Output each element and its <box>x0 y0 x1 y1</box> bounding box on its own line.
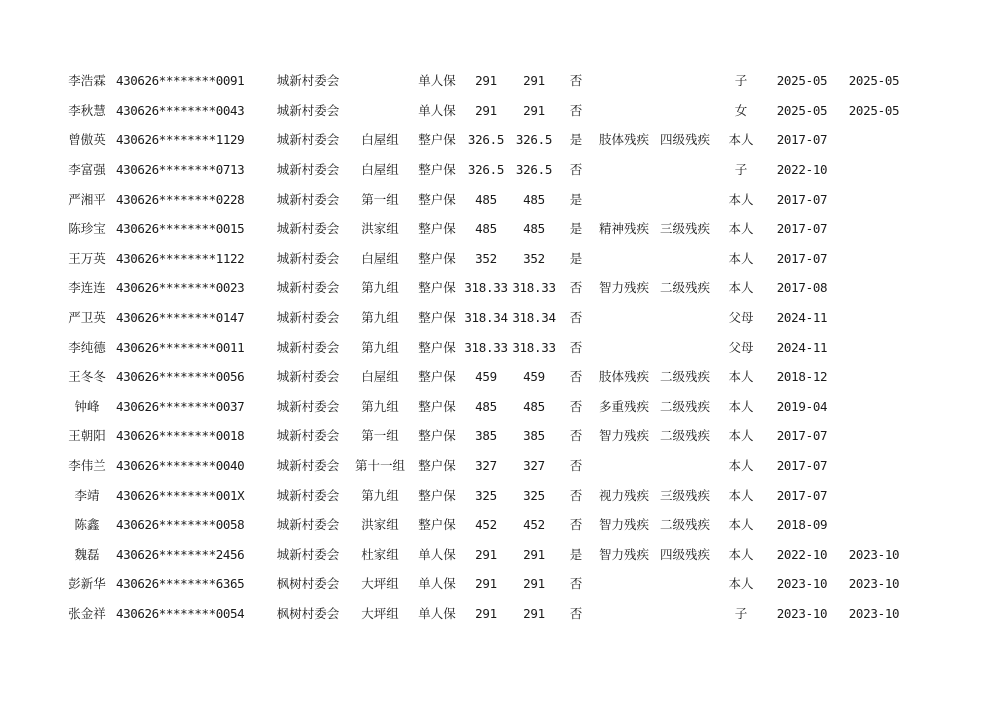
amount-cell: 318.34 <box>464 310 508 326</box>
table-row <box>58 599 910 629</box>
disability-level-cell <box>654 599 716 629</box>
id-number-cell: 430626********001X <box>116 487 245 503</box>
end-date-cell: 2023-10 <box>848 546 900 562</box>
id-number-cell: 430626********0054 <box>116 605 245 621</box>
village-committee-cell: 枫树村委会 <box>276 605 340 621</box>
disability-type-cell: 肢体残疾 <box>598 132 649 148</box>
relation-cell: 本人 <box>728 458 754 474</box>
person-name-cell: 王朝阳 <box>68 428 106 444</box>
flag-yes-no-cell: 否 <box>569 487 583 503</box>
roster-table <box>58 66 910 628</box>
village-committee-cell: 城新村委会 <box>276 280 340 296</box>
flag-yes-no-cell: 是 <box>569 546 583 562</box>
disability-level-cell: 二级残疾 <box>659 428 710 444</box>
assistance-type-cell: 整户保 <box>418 517 456 533</box>
start-date-cell: 2025-05 <box>776 102 828 118</box>
amount-total-cell: 452 <box>523 517 545 533</box>
end-date-cell <box>838 184 910 214</box>
flag-yes-no-cell: 否 <box>569 517 583 533</box>
flag-yes-no-cell: 是 <box>569 191 583 207</box>
village-committee-cell: 城新村委会 <box>276 162 340 178</box>
village-group-cell: 洪家组 <box>361 517 399 533</box>
table-row <box>58 273 910 303</box>
flag-yes-no-cell: 否 <box>569 369 583 385</box>
amount-cell: 326.5 <box>467 162 505 178</box>
start-date-cell: 2017-07 <box>776 132 828 148</box>
flag-yes-no-cell: 否 <box>569 310 583 326</box>
start-date-cell: 2025-05 <box>776 73 828 89</box>
start-date-cell: 2024-11 <box>776 339 828 355</box>
disability-type-cell: 多重残疾 <box>598 398 649 414</box>
end-date-cell <box>838 510 910 540</box>
amount-total-cell: 352 <box>523 250 545 266</box>
flag-yes-no-cell: 否 <box>569 576 583 592</box>
disability-level-cell: 二级残疾 <box>659 398 710 414</box>
village-group-cell: 杜家组 <box>361 546 399 562</box>
flag-yes-no-cell: 否 <box>569 280 583 296</box>
amount-total-cell: 326.5 <box>515 132 553 148</box>
person-name-cell: 曾傲英 <box>68 132 106 148</box>
table-row <box>58 214 910 244</box>
amount-cell: 485 <box>475 398 497 414</box>
disability-level-cell: 二级残疾 <box>659 517 710 533</box>
relation-cell: 女 <box>734 102 748 118</box>
relation-cell: 本人 <box>728 546 754 562</box>
village-group-cell: 第九组 <box>361 487 399 503</box>
amount-total-cell: 318.34 <box>512 310 556 326</box>
amount-cell: 352 <box>475 250 497 266</box>
end-date-cell <box>838 451 910 481</box>
relation-cell: 本人 <box>728 576 754 592</box>
id-number-cell: 430626********6365 <box>116 576 245 592</box>
end-date-cell <box>838 480 910 510</box>
village-committee-cell: 城新村委会 <box>276 191 340 207</box>
village-committee-cell: 城新村委会 <box>276 132 340 148</box>
assistance-type-cell: 整户保 <box>418 310 456 326</box>
start-date-cell: 2022-10 <box>776 546 828 562</box>
relation-cell: 本人 <box>728 428 754 444</box>
person-name-cell: 彭新华 <box>68 576 106 592</box>
disability-level-cell: 四级残疾 <box>659 132 710 148</box>
disability-level-cell: 二级残疾 <box>659 369 710 385</box>
assistance-type-cell: 整户保 <box>418 487 456 503</box>
village-committee-cell: 枫树村委会 <box>276 576 340 592</box>
amount-cell: 459 <box>475 369 497 385</box>
id-number-cell: 430626********0023 <box>116 280 245 296</box>
village-group-cell: 第一组 <box>361 191 399 207</box>
assistance-type-cell: 整户保 <box>418 458 456 474</box>
amount-cell: 485 <box>475 221 497 237</box>
amount-cell: 385 <box>475 428 497 444</box>
id-number-cell: 430626********1122 <box>116 250 245 266</box>
flag-yes-no-cell: 否 <box>569 339 583 355</box>
start-date-cell: 2017-07 <box>776 428 828 444</box>
table-row <box>58 244 910 274</box>
start-date-cell: 2024-11 <box>776 310 828 326</box>
disability-level-cell: 三级残疾 <box>659 487 710 503</box>
disability-type-cell <box>594 96 654 126</box>
village-committee-cell: 城新村委会 <box>276 310 340 326</box>
village-group-cell: 第九组 <box>361 280 399 296</box>
roster-body <box>58 66 910 628</box>
relation-cell: 父母 <box>728 310 754 326</box>
table-row <box>58 421 910 451</box>
start-date-cell: 2017-07 <box>776 458 828 474</box>
relation-cell: 本人 <box>728 250 754 266</box>
start-date-cell: 2017-07 <box>776 221 828 237</box>
start-date-cell: 2023-10 <box>776 576 828 592</box>
disability-type-cell: 智力残疾 <box>598 517 649 533</box>
assistance-type-cell: 整户保 <box>418 398 456 414</box>
village-committee-cell: 城新村委会 <box>276 221 340 237</box>
disability-type-cell <box>594 155 654 185</box>
relation-cell: 本人 <box>728 369 754 385</box>
amount-total-cell: 291 <box>523 102 545 118</box>
table-row <box>58 480 910 510</box>
assistance-type-cell: 单人保 <box>418 576 456 592</box>
id-number-cell: 430626********0018 <box>116 428 245 444</box>
person-name-cell: 李靖 <box>74 487 100 503</box>
disability-type-cell <box>594 599 654 629</box>
amount-cell: 318.33 <box>464 339 508 355</box>
assistance-type-cell: 整户保 <box>418 339 456 355</box>
amount-total-cell: 326.5 <box>515 162 553 178</box>
person-name-cell: 李秋慧 <box>68 102 106 118</box>
person-name-cell: 王冬冬 <box>68 369 106 385</box>
disability-type-cell <box>594 244 654 274</box>
relation-cell: 本人 <box>728 280 754 296</box>
amount-total-cell: 325 <box>523 487 545 503</box>
village-group-cell: 第九组 <box>361 339 399 355</box>
amount-total-cell: 385 <box>523 428 545 444</box>
id-number-cell: 430626********1129 <box>116 132 245 148</box>
relation-cell: 子 <box>734 162 748 178</box>
end-date-cell <box>838 332 910 362</box>
village-group-cell: 第九组 <box>361 310 399 326</box>
start-date-cell: 2017-07 <box>776 250 828 266</box>
id-number-cell: 430626********0040 <box>116 458 245 474</box>
table-row <box>58 155 910 185</box>
amount-total-cell: 291 <box>523 546 545 562</box>
person-name-cell: 李浩霖 <box>68 73 106 89</box>
id-number-cell: 430626********0015 <box>116 221 245 237</box>
amount-total-cell: 485 <box>523 191 545 207</box>
id-number-cell: 430626********0056 <box>116 369 245 385</box>
disability-type-cell: 视力残疾 <box>598 487 649 503</box>
relation-cell: 本人 <box>728 221 754 237</box>
disability-type-cell: 智力残疾 <box>598 428 649 444</box>
assistance-type-cell: 单人保 <box>418 546 456 562</box>
village-committee-cell: 城新村委会 <box>276 102 340 118</box>
start-date-cell: 2022-10 <box>776 162 828 178</box>
table-row <box>58 125 910 155</box>
assistance-type-cell: 整户保 <box>418 250 456 266</box>
assistance-type-cell: 单人保 <box>418 605 456 621</box>
id-number-cell: 430626********0043 <box>116 102 245 118</box>
amount-cell: 291 <box>475 73 497 89</box>
end-date-cell <box>838 155 910 185</box>
end-date-cell: 2023-10 <box>848 605 900 621</box>
disability-level-cell <box>654 66 716 96</box>
flag-yes-no-cell: 否 <box>569 428 583 444</box>
start-date-cell: 2017-07 <box>776 191 828 207</box>
disability-level-cell <box>654 155 716 185</box>
village-committee-cell: 城新村委会 <box>276 339 340 355</box>
id-number-cell: 430626********2456 <box>116 546 245 562</box>
village-group-cell: 大坪组 <box>361 576 399 592</box>
flag-yes-no-cell: 否 <box>569 162 583 178</box>
relation-cell: 本人 <box>728 398 754 414</box>
flag-yes-no-cell: 否 <box>569 102 583 118</box>
disability-level-cell <box>654 244 716 274</box>
disability-type-cell <box>594 66 654 96</box>
village-group-cell: 白屋组 <box>361 250 399 266</box>
amount-cell: 325 <box>475 487 497 503</box>
start-date-cell: 2018-12 <box>776 369 828 385</box>
table-row <box>58 332 910 362</box>
amount-total-cell: 327 <box>523 458 545 474</box>
id-number-cell: 430626********0228 <box>116 191 245 207</box>
end-date-cell <box>838 362 910 392</box>
end-date-cell <box>838 125 910 155</box>
person-name-cell: 王万英 <box>68 250 106 266</box>
village-group-cell: 白屋组 <box>361 162 399 178</box>
amount-cell: 326.5 <box>467 132 505 148</box>
id-number-cell: 430626********0011 <box>116 339 245 355</box>
person-name-cell: 严湘平 <box>68 191 106 207</box>
table-row <box>58 569 910 599</box>
assistance-type-cell: 单人保 <box>418 73 456 89</box>
village-group-cell: 洪家组 <box>361 221 399 237</box>
assistance-type-cell: 单人保 <box>418 102 456 118</box>
id-number-cell: 430626********0037 <box>116 398 245 414</box>
amount-cell: 318.33 <box>464 280 508 296</box>
table-row <box>58 510 910 540</box>
person-name-cell: 李伟兰 <box>68 458 106 474</box>
assistance-type-cell: 整户保 <box>418 191 456 207</box>
village-committee-cell: 城新村委会 <box>276 73 340 89</box>
amount-cell: 291 <box>475 576 497 592</box>
amount-total-cell: 459 <box>523 369 545 385</box>
assistance-type-cell: 整户保 <box>418 162 456 178</box>
table-row <box>58 540 910 570</box>
village-group-cell: 大坪组 <box>361 605 399 621</box>
disability-type-cell <box>594 569 654 599</box>
disability-type-cell <box>594 303 654 333</box>
assistance-type-cell: 整户保 <box>418 369 456 385</box>
village-committee-cell: 城新村委会 <box>276 250 340 266</box>
disability-type-cell <box>594 332 654 362</box>
relation-cell: 本人 <box>728 487 754 503</box>
assistance-type-cell: 整户保 <box>418 132 456 148</box>
flag-yes-no-cell: 是 <box>569 132 583 148</box>
disability-type-cell: 智力残疾 <box>598 280 649 296</box>
disability-type-cell <box>594 451 654 481</box>
amount-cell: 291 <box>475 546 497 562</box>
table-row <box>58 96 910 126</box>
flag-yes-no-cell: 否 <box>569 398 583 414</box>
disability-type-cell: 精神残疾 <box>598 221 649 237</box>
village-committee-cell: 城新村委会 <box>276 428 340 444</box>
disability-level-cell <box>654 96 716 126</box>
start-date-cell: 2018-09 <box>776 517 828 533</box>
person-name-cell: 陈鑫 <box>74 517 100 533</box>
table-row <box>58 362 910 392</box>
relation-cell: 本人 <box>728 517 754 533</box>
disability-level-cell <box>654 332 716 362</box>
village-group-cell: 第一组 <box>361 428 399 444</box>
amount-total-cell: 318.33 <box>512 339 556 355</box>
village-committee-cell: 城新村委会 <box>276 487 340 503</box>
village-group-cell: 白屋组 <box>361 132 399 148</box>
disability-level-cell <box>654 451 716 481</box>
village-committee-cell: 城新村委会 <box>276 369 340 385</box>
assistance-type-cell: 整户保 <box>418 221 456 237</box>
flag-yes-no-cell: 是 <box>569 250 583 266</box>
amount-total-cell: 318.33 <box>512 280 556 296</box>
end-date-cell <box>838 303 910 333</box>
village-group-cell: 白屋组 <box>361 369 399 385</box>
disability-level-cell <box>654 303 716 333</box>
end-date-cell: 2025-05 <box>848 102 900 118</box>
village-group-cell: 第九组 <box>361 398 399 414</box>
person-name-cell: 李连连 <box>68 280 106 296</box>
amount-cell: 485 <box>475 191 497 207</box>
person-name-cell: 李纯德 <box>68 339 106 355</box>
village-committee-cell: 城新村委会 <box>276 546 340 562</box>
start-date-cell: 2023-10 <box>776 605 828 621</box>
start-date-cell: 2017-08 <box>776 280 828 296</box>
amount-total-cell: 291 <box>523 73 545 89</box>
id-number-cell: 430626********0058 <box>116 517 245 533</box>
village-group-cell <box>348 66 412 96</box>
amount-cell: 291 <box>475 605 497 621</box>
person-name-cell: 钟峰 <box>74 398 100 414</box>
flag-yes-no-cell: 否 <box>569 458 583 474</box>
start-date-cell: 2017-07 <box>776 487 828 503</box>
village-committee-cell: 城新村委会 <box>276 458 340 474</box>
disability-level-cell: 三级残疾 <box>659 221 710 237</box>
start-date-cell: 2019-04 <box>776 398 828 414</box>
disability-level-cell: 二级残疾 <box>659 280 710 296</box>
disability-level-cell <box>654 184 716 214</box>
person-name-cell: 李富强 <box>68 162 106 178</box>
relation-cell: 本人 <box>728 191 754 207</box>
amount-total-cell: 291 <box>523 576 545 592</box>
table-row <box>58 451 910 481</box>
village-group-cell <box>348 96 412 126</box>
relation-cell: 父母 <box>728 339 754 355</box>
id-number-cell: 430626********0713 <box>116 162 245 178</box>
relation-cell: 子 <box>734 73 748 89</box>
id-number-cell: 430626********0147 <box>116 310 245 326</box>
id-number-cell: 430626********0091 <box>116 73 245 89</box>
person-name-cell: 魏磊 <box>74 546 100 562</box>
table-row <box>58 392 910 422</box>
end-date-cell <box>838 214 910 244</box>
table-row <box>58 66 910 96</box>
amount-total-cell: 485 <box>523 398 545 414</box>
person-name-cell: 张金祥 <box>68 605 106 621</box>
end-date-cell: 2025-05 <box>848 73 900 89</box>
disability-level-cell <box>654 569 716 599</box>
end-date-cell <box>838 392 910 422</box>
flag-yes-no-cell: 是 <box>569 221 583 237</box>
village-committee-cell: 城新村委会 <box>276 517 340 533</box>
end-date-cell: 2023-10 <box>848 576 900 592</box>
end-date-cell <box>838 273 910 303</box>
disability-level-cell: 四级残疾 <box>659 546 710 562</box>
disability-type-cell: 智力残疾 <box>598 546 649 562</box>
village-group-cell: 第十一组 <box>354 458 405 474</box>
table-row <box>58 303 910 333</box>
amount-total-cell: 291 <box>523 605 545 621</box>
assistance-type-cell: 整户保 <box>418 428 456 444</box>
disability-type-cell: 肢体残疾 <box>598 369 649 385</box>
village-committee-cell: 城新村委会 <box>276 398 340 414</box>
amount-cell: 291 <box>475 102 497 118</box>
amount-cell: 452 <box>475 517 497 533</box>
table-row <box>58 184 910 214</box>
relation-cell: 子 <box>734 605 748 621</box>
relation-cell: 本人 <box>728 132 754 148</box>
end-date-cell <box>838 244 910 274</box>
person-name-cell: 陈珍宝 <box>68 221 106 237</box>
assistance-type-cell: 整户保 <box>418 280 456 296</box>
amount-cell: 327 <box>475 458 497 474</box>
end-date-cell <box>838 421 910 451</box>
disability-type-cell <box>594 184 654 214</box>
flag-yes-no-cell: 否 <box>569 73 583 89</box>
flag-yes-no-cell: 否 <box>569 605 583 621</box>
amount-total-cell: 485 <box>523 221 545 237</box>
person-name-cell: 严卫英 <box>68 310 106 326</box>
